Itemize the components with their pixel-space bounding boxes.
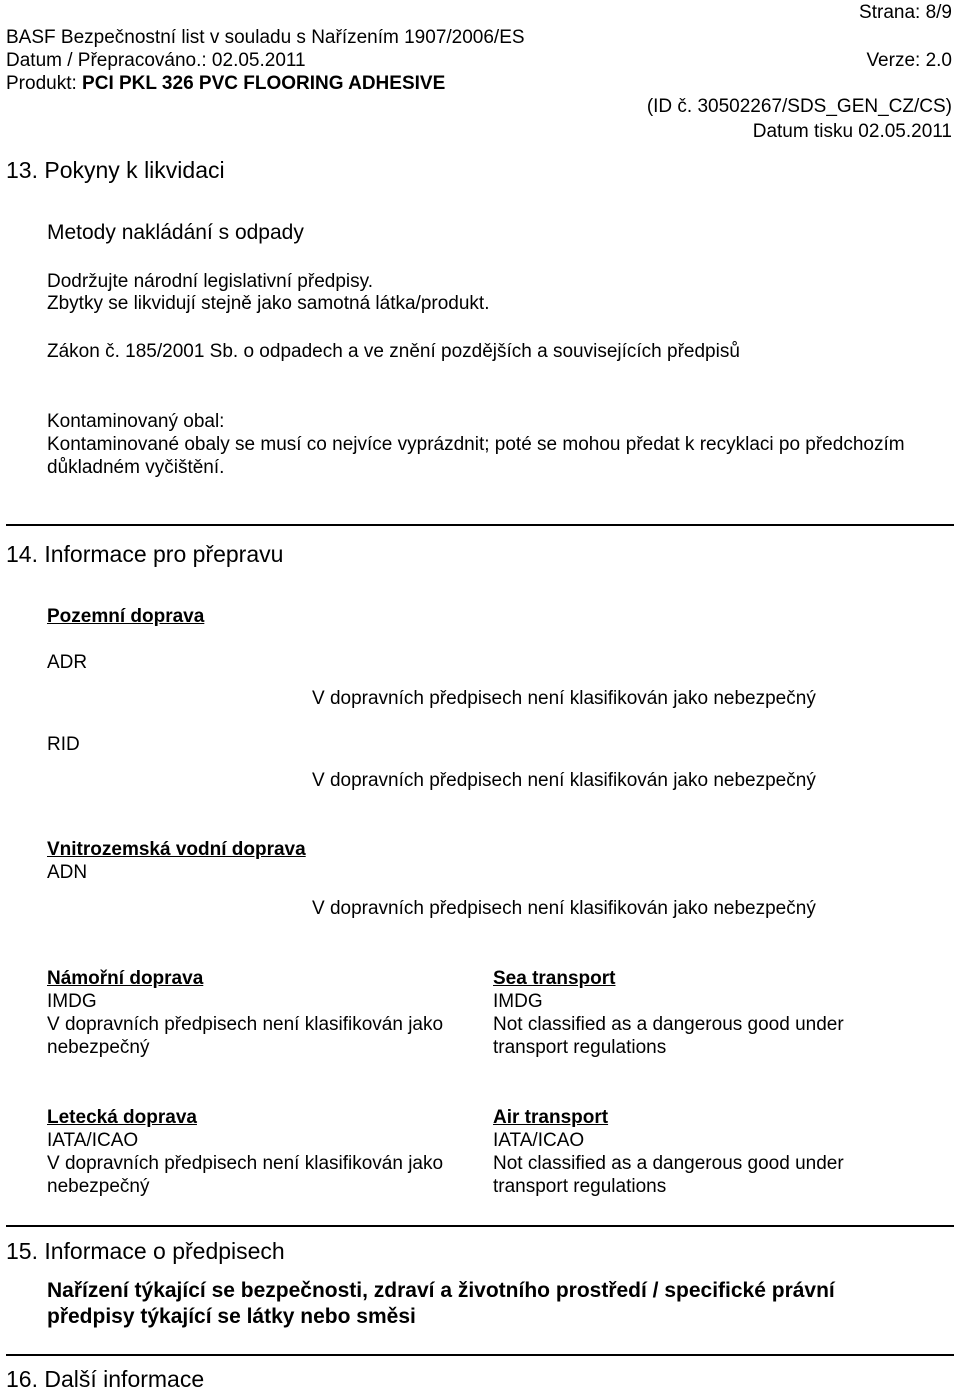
section-divider <box>6 1225 954 1227</box>
sea-imdg-cz: IMDG <box>47 991 97 1012</box>
revision-date: Datum / Přepracováno.: 02.05.2011 <box>6 50 306 71</box>
air-text-en-2: transport regulations <box>493 1176 667 1197</box>
inland-water-title: Vnitrozemská vodní doprava <box>47 839 306 860</box>
disposal-law: Zákon č. 185/2001 Sb. o odpadech a ve znění pozdějších a souvisejících předpisů <box>47 341 740 362</box>
sea-text-cz-1: V dopravních předpisech není klasifikován jako <box>47 1014 444 1035</box>
air-iata-en: IATA/ICAO <box>493 1130 585 1151</box>
section-14-heading: 14. Informace pro přepravu <box>6 541 284 567</box>
rid-label: RID <box>47 734 80 755</box>
adn-label: ADN <box>47 862 88 883</box>
sea-transport-title-en: Sea transport <box>493 968 616 989</box>
rid-text: V dopravních předpisech není klasifikován jako nebezpečný <box>312 770 816 791</box>
section-15-subheading-1: Nařízení týkající se bezpečnosti, zdraví a životního prostředí / specifické právní <box>47 1279 835 1302</box>
air-iata-cz: IATA/ICAO <box>47 1130 139 1151</box>
air-transport-title-cz: Letecká doprava <box>47 1107 197 1128</box>
section-divider <box>6 524 954 526</box>
air-transport-title-en: Air transport <box>493 1107 609 1128</box>
section-divider <box>6 1354 954 1356</box>
land-transport-title: Pozemní doprava <box>47 606 205 627</box>
container-text-1: Kontaminované obaly se musí co nejvíce vyprázdnit; poté se mohou předat k recyklaci po předchozím <box>47 434 905 455</box>
sea-transport-title-cz: Námořní doprava <box>47 968 204 989</box>
adr-text: V dopravních předpisech není klasifikován jako nebezpečný <box>312 688 816 709</box>
adn-text: V dopravních předpisech není klasifikován jako nebezpečný <box>312 898 816 919</box>
product-line <box>6 73 445 95</box>
air-text-en-1: Not classified as a dangerous good under <box>493 1153 844 1174</box>
container-label: Kontaminovaný obal: <box>47 411 225 432</box>
print-date: Datum tisku 02.05.2011 <box>752 121 952 142</box>
section-13-heading: 13. Pokyny k likvidaci <box>6 157 225 183</box>
section-15-heading: 15. Informace o předpisech <box>6 1238 285 1264</box>
section-13-subheading: Metody nakládání s odpady <box>47 221 304 244</box>
sea-text-en-2: transport regulations <box>493 1037 667 1058</box>
sea-imdg-en: IMDG <box>493 991 543 1012</box>
page-number: Strana: 8/9 <box>859 2 952 23</box>
container-text-2: důkladném vyčištění. <box>47 457 225 478</box>
product-label: Produkt: <box>6 73 77 94</box>
sea-text-cz-2: nebezpečný <box>47 1037 150 1058</box>
product-name: PCI PKL 326 PVC FLOORING ADHESIVE <box>82 73 446 94</box>
adr-label: ADR <box>47 652 88 673</box>
section-15-subheading-2: předpisy týkající se látky nebo směsi <box>47 1305 416 1328</box>
version: Verze: 2.0 <box>866 50 952 71</box>
section-16-heading: 16. Další informace <box>6 1366 205 1392</box>
document-title: BASF Bezpečnostní list v souladu s Nařízením 1907/2006/ES <box>6 27 525 48</box>
air-text-cz-1: V dopravních předpisech není klasifikován jako <box>47 1153 444 1174</box>
disposal-line-1: Dodržujte národní legislativní předpisy. <box>47 271 373 292</box>
disposal-line-2: Zbytky se likvidují stejně jako samotná látka/produkt. <box>47 293 490 314</box>
sea-text-en-1: Not classified as a dangerous good under <box>493 1014 844 1035</box>
document-id: (ID č. 30502267/SDS_GEN_CZ/CS) <box>646 96 952 117</box>
air-text-cz-2: nebezpečný <box>47 1176 150 1197</box>
